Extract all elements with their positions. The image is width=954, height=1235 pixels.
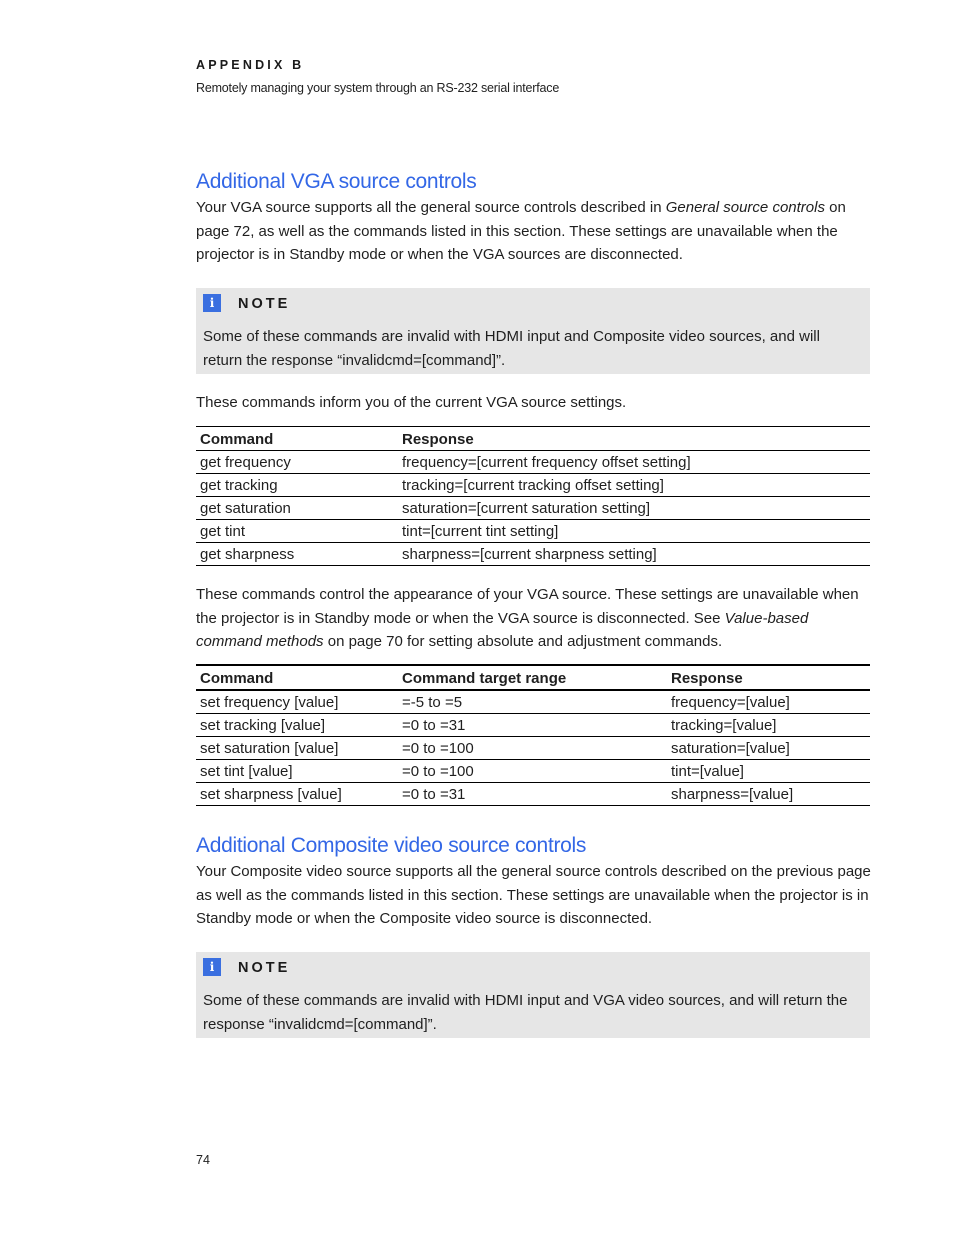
table-row [196,737,870,760]
section-heading-vga: Additional VGA source controls [196,170,477,193]
command-cell: set sharpness [value] [196,783,398,806]
response-cell: sharpness=[current sharpness setting] [398,543,870,566]
info-icon: i [203,294,221,312]
note-box-vga [196,288,870,374]
response-cell: tint=[current tint setting] [398,520,870,543]
vga-intro-text: Your VGA source supports all the general source controls described in [196,199,666,216]
column-header-command: Command [196,665,398,690]
response-cell: saturation=[value] [667,737,870,760]
vga-intro-text-end: on page 72, as well as the commands listed in this section. These settings are unavailable when the projector is in Standby mode or when the VGA sources are disconnected. [196,199,846,263]
table-row [196,543,870,566]
command-cell: get tint [196,520,398,543]
range-cell: =0 to =100 [398,737,667,760]
note-text: Some of these commands are invalid with HDMI input and VGA video sources, and will return the response “invalidcmd=[command]”. [203,992,848,1033]
note-title: NOTE [238,296,291,312]
response-cell: saturation=[current saturation setting] [398,497,870,520]
command-cell: set tint [value] [196,760,398,783]
note-text: Some of these commands are invalid with HDMI input and Composite video sources, and will return the response “invalidcmd=[command]”. [203,328,820,369]
section-heading-composite: Additional Composite video source controls [196,834,587,857]
command-cell: get sharpness [196,543,398,566]
range-cell: =0 to =31 [398,783,667,806]
column-header-command: Command [196,427,398,451]
command-cell: set frequency [value] [196,690,398,714]
range-cell: =0 to =31 [398,714,667,737]
command-cell: get frequency [196,451,398,474]
composite-intro-paragraph: Your Composite video source supports all the general source controls described on the previous page as well as the commands listed in this section. These settings are unavailable when the projector is in Standby mode or when the Composite video source is disconnected. [196,863,871,927]
note-title: NOTE [238,960,291,976]
table-row [196,451,870,474]
table-row [196,497,870,520]
page-number: 74 [196,1153,210,1167]
column-header-target-range: Command target range [398,665,667,690]
response-cell: sharpness=[value] [667,783,870,806]
general-source-controls-link[interactable]: General source controls [665,199,825,216]
set-commands-table [196,664,870,806]
value-based-command-methods-link[interactable]: Value-based command methods [196,609,809,650]
table-row [196,520,870,543]
command-cell: set tracking [value] [196,714,398,737]
vga-intro-paragraph [196,196,872,267]
table2-intro-paragraph [196,583,872,654]
column-header-response: Response [398,427,870,451]
response-cell: frequency=[current frequency offset setting] [398,451,870,474]
table-row [196,783,870,806]
table-header-row [196,427,870,451]
table-row [196,474,870,497]
column-header-response: Response [667,665,870,690]
table-header-row [196,665,870,690]
range-cell: =-5 to =5 [398,690,667,714]
command-cell: set saturation [value] [196,737,398,760]
table2-intro-text-end: on page 70 for setting absolute and adjustment commands. [323,633,723,650]
info-icon: i [203,958,221,976]
table-row [196,760,870,783]
response-cell: tracking=[current tracking offset setting] [398,474,870,497]
note-box-composite [196,952,870,1038]
command-cell: get saturation [196,497,398,520]
chapter-subtitle: Remotely managing your system through an RS-232 serial interface [196,81,560,95]
range-cell: =0 to =100 [398,760,667,783]
response-cell: frequency=[value] [667,690,870,714]
table-row [196,690,870,714]
command-cell: get tracking [196,474,398,497]
table2-intro-text: These commands control the appearance of your VGA source. These settings are unavailable when the projector is in Standby mode or when the VGA source is disconnected. See [196,586,859,627]
table-row [196,714,870,737]
response-cell: tracking=[value] [667,714,870,737]
response-cell: tint=[value] [667,760,870,783]
appendix-label: APPENDIX B [196,58,305,72]
table1-intro: These commands inform you of the current VGA source settings. [196,394,627,411]
get-commands-table [196,426,870,566]
